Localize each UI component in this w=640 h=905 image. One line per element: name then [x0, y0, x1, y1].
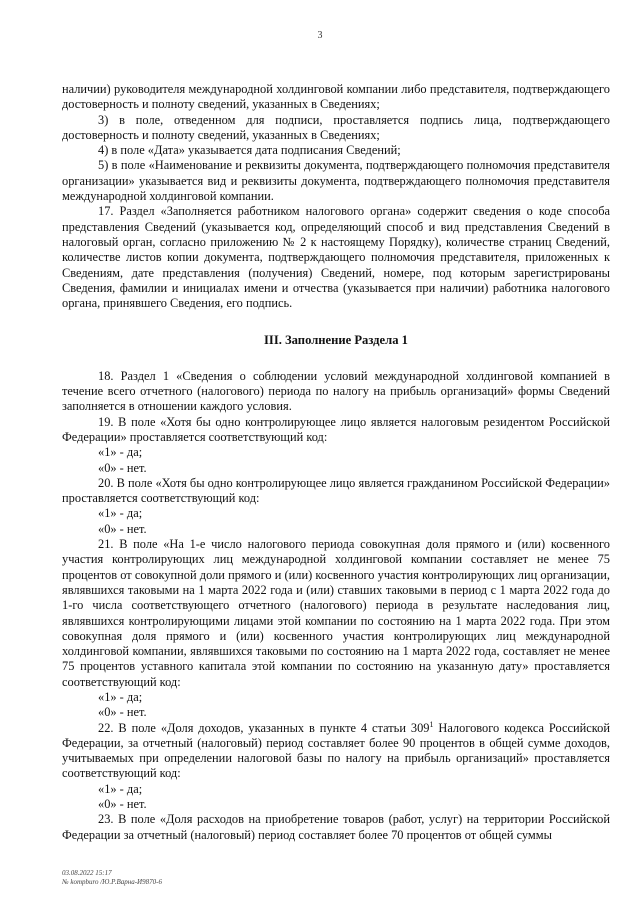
code-yes: «1» - да;	[98, 445, 143, 460]
superscript: 1	[429, 719, 434, 729]
paragraph: 3) в поле, отведенном для подписи, проставляется подпись лица, подтверждающего достоверность и полноту сведений, указанных в Сведениях;	[62, 112, 610, 142]
page-number: 3	[317, 30, 323, 41]
footer-date: 03.08.2022 15:17	[62, 869, 112, 877]
code-no: «0» - нет.	[98, 521, 147, 536]
code-no: «0» - нет.	[98, 797, 147, 812]
code-yes: «1» - да;	[98, 781, 143, 796]
paragraph: 5) в поле «Наименование и реквизиты документа, подтверждающего полномочия представителя организации» указывается вид и реквизиты документа, подтверждающего полномочия представителя международной холдинговой компании.	[62, 158, 610, 204]
paragraph-18: 18. Раздел 1 «Сведения о соблюдении условий международной холдинговой компанией в течение всего отчетного (налогового) периода по налогу на прибыль организаций» формы Сведений заполняется в отношении каждого условия.	[62, 368, 610, 414]
footer-ref: № kompburo /Ю.Р.Варна-И9870-6	[62, 878, 162, 886]
paragraph-19: 19. В поле «Хотя бы одно контролирующее лицо является налоговым резидентом Российской Федерации» проставляется соответствующий код:	[62, 414, 610, 444]
section-heading: III. Заполнение Раздела 1	[264, 333, 408, 348]
paragraph-22	[62, 721, 610, 782]
paragraph-17: 17. Раздел «Заполняется работником налогового органа» содержит сведения о коде способа представления Сведений (указывается код, определяющий способ и вид представления Сведений в налоговый орган, согласно приложению № 2 к настоящему Порядку), количестве страниц Сведений, количестве листов копии документа, подтверждающего полномочия представителя, приложенных к Сведениям, дате представления (получения) Сведений, номере, под которым зарегистрированы Сведения, фамилии и инициалах имени и отчества (указывается при наличии) работника налогового органа, принявшего Сведения, его подпись.	[62, 204, 610, 311]
paragraph: 4) в поле «Дата» указывается дата подписания Сведений;	[98, 143, 401, 158]
paragraph-22-text-cont: Налогового кодекса Российской Федерации, за отчетный (налоговый) период составляет более 90 процентов в общей сумме доходов, учитываемых при определении налоговой базы по налогу на прибыль организаций» проставляется соответствующий код:	[62, 720, 610, 781]
paragraph-20: 20. В поле «Хотя бы одно контролирующее лицо является гражданином Российской Федерации» проставляется соответствующий код:	[62, 475, 610, 506]
paragraph-22-text: 22. В поле «Доля доходов, указанных в пункте 4 статьи 309	[98, 720, 430, 735]
code-no: «0» - нет.	[98, 460, 147, 475]
document-body	[62, 82, 610, 843]
footer-stamp	[62, 869, 162, 887]
code-yes: «1» - да;	[98, 506, 143, 521]
paragraph: наличии) руководителя международной холдинговой компании либо представителя, подтверждающего достоверность и полноту сведений, указанных в Сведениях;	[62, 82, 610, 112]
paragraph-23: 23. В поле «Доля расходов на приобретение товаров (работ, услуг) на территории Российской Федерации за отчетный (налоговый) период составляет более 70 процентов от общей суммы	[62, 812, 610, 842]
paragraph-21: 21. В поле «На 1-е число налогового периода совокупная доля прямого и (или) косвенного участия контролирующих лиц международной холдинговой компании составляет не менее 75 процентов от совокупной доли прямого и (или) косвенного участия контролирующих лиц организации, являвшихся таковыми на 1 марта 2022 года и (или) ставших таковыми в период с 1 марта 2022 года до 1-го числа соответствующего отчетного (налогового) периода в результате наследования лиц, являвшихся контролирующими лицами этой компании по состоянию на 1 марта 2022 года. При этом совокупная доля прямого и (или) косвенного участия контролирующих лиц международной холдинговой компании, являвшихся таковыми по состоянию на 1 марта 2022 года, составляет не менее 75 процентов уставного капитала этой компании по состоянию на указанную дату» проставляется соответствующий код:	[62, 537, 610, 689]
code-no: «0» - нет.	[98, 705, 147, 720]
code-yes: «1» - да;	[98, 689, 143, 704]
